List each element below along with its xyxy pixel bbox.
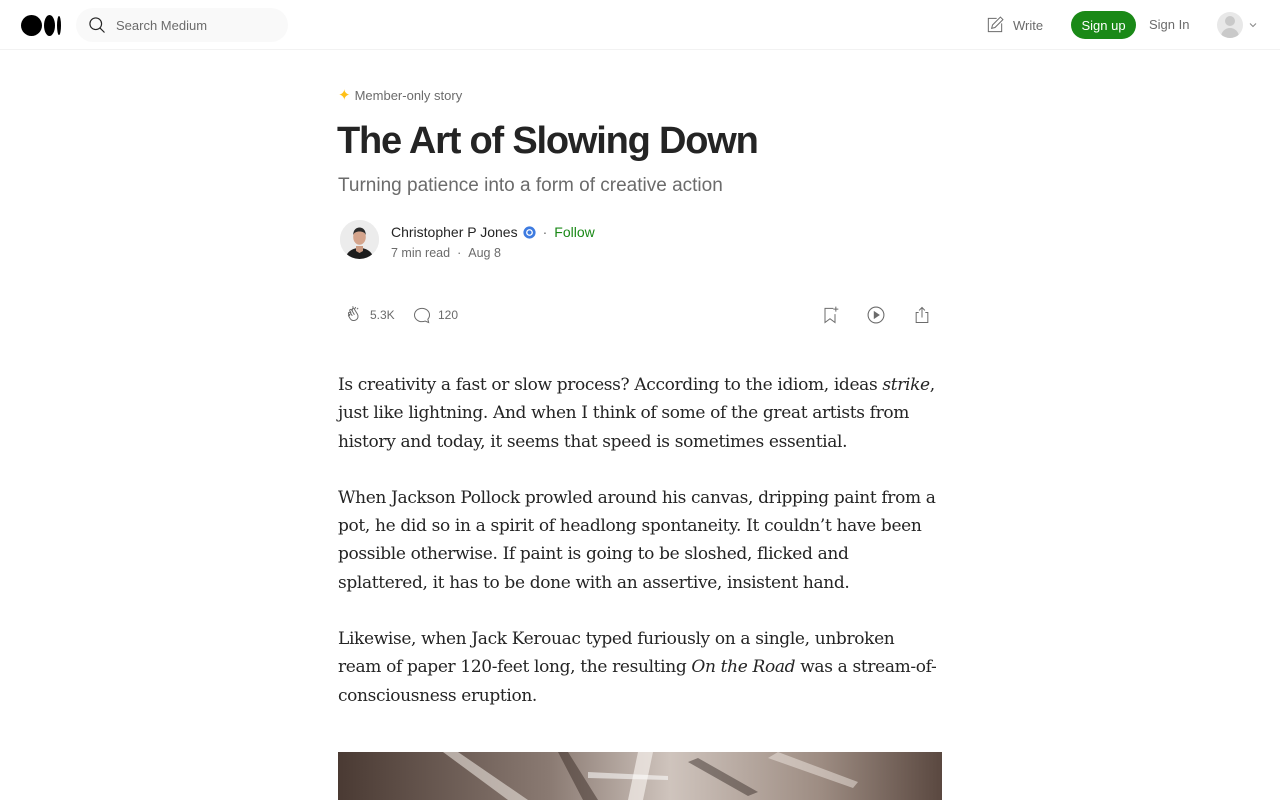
clap-count: 5.3K [370, 308, 395, 322]
sign-in-link[interactable]: Sign In [1149, 17, 1190, 32]
article-subtitle: Turning patience into a form of creative action [338, 175, 723, 196]
play-icon [866, 305, 886, 325]
author-avatar[interactable] [340, 220, 379, 259]
member-only-label: Member-only story [354, 88, 463, 103]
article-body [338, 371, 942, 738]
paragraph: When Jackson Pollock prowled around his canvas, dripping paint from a pot, he did so in a spirit of headlong spontaneity. It couldn’t have been possible otherwise. If paint is going to be sloshed, flicked and splattered, it has to be done with an assertive, insistent hand. [338, 487, 936, 593]
publish-date: Aug 8 [468, 246, 501, 260]
search-input[interactable] [116, 15, 276, 35]
responses-button[interactable] [412, 304, 458, 326]
write-button[interactable] [985, 14, 1043, 36]
top-navbar [0, 0, 1280, 50]
separator-dot: · [542, 224, 548, 240]
verified-badge-icon [523, 226, 536, 239]
comment-icon [412, 305, 432, 325]
share-icon [912, 305, 932, 325]
paragraph: Likewise, when Jack Kerouac typed furiously on a single, unbroken ream of paper 120-feet long, the resulting On the Road was a stream-of-consciousness eruption. [338, 629, 937, 706]
share-button[interactable] [912, 304, 932, 326]
clap-icon [344, 305, 364, 325]
responses-count: 120 [438, 308, 459, 322]
read-time: 7 min read [391, 246, 451, 260]
author-name[interactable]: Christopher P Jones [391, 224, 518, 240]
paragraph: Is creativity a fast or slow process? According to the idiom, ideas strike, just like lightning. And when I think of some of the great artists from history and today, it seems that speed is sometimes essential. [338, 375, 935, 452]
article-action-bar [338, 296, 942, 332]
separator-dot: · [457, 246, 462, 260]
clap-button[interactable] [344, 304, 395, 326]
member-only-badge [338, 88, 462, 103]
medium-logo[interactable] [21, 13, 61, 37]
star-icon: ✦ [338, 87, 351, 104]
article-title: The Art of Slowing Down [337, 120, 758, 162]
sign-up-button[interactable]: Sign up [1071, 11, 1136, 39]
search-icon [87, 15, 107, 35]
author-info [391, 224, 595, 240]
follow-button[interactable]: Follow [554, 224, 595, 240]
search-bar[interactable] [76, 8, 288, 42]
user-avatar-icon[interactable] [1217, 12, 1243, 38]
write-label: Write [1013, 17, 1044, 33]
article-image [338, 752, 942, 800]
chevron-down-icon[interactable] [1248, 20, 1258, 30]
save-button[interactable] [820, 304, 840, 326]
listen-button[interactable] [866, 304, 886, 326]
article-meta [391, 246, 501, 260]
write-icon [985, 15, 1005, 35]
bookmark-add-icon [820, 305, 840, 325]
